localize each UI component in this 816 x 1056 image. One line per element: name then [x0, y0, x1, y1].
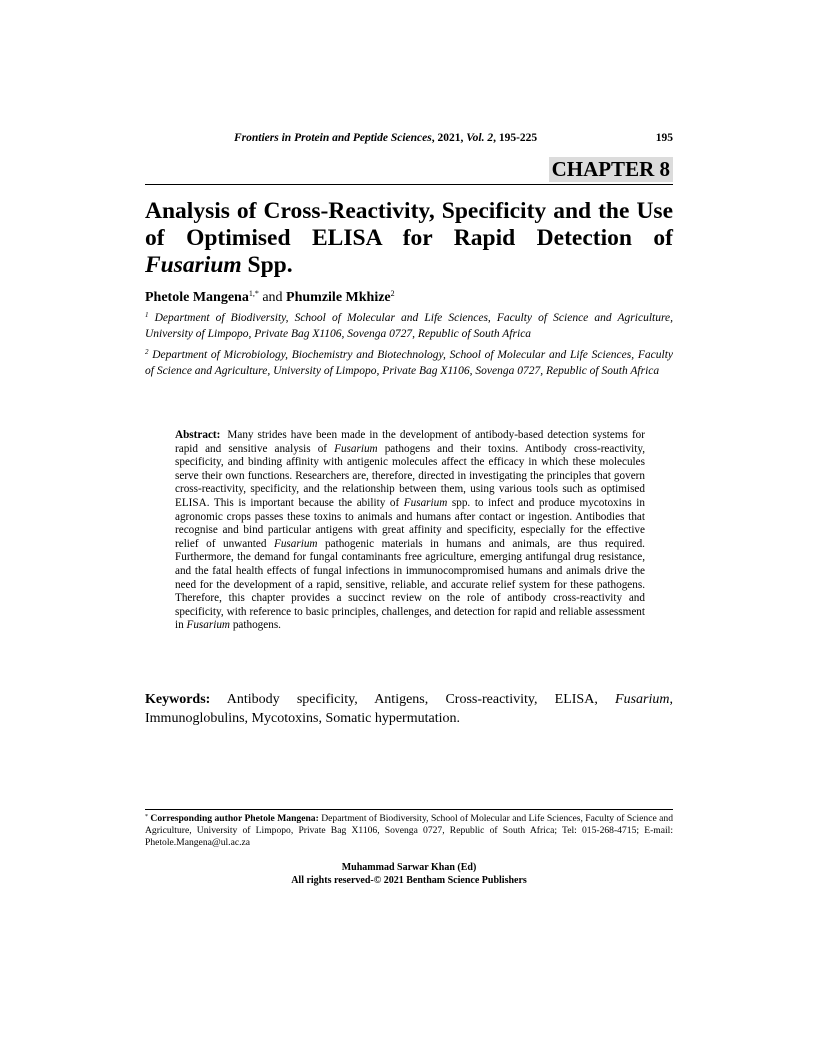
editor-line: Muhammad Sarwar Khan (Ed) — [341, 862, 477, 873]
author-affiliation-mark: 1,* — [248, 289, 259, 298]
page-number: 195 — [655, 132, 673, 144]
chapter-label: CHAPTER 8 — [549, 157, 673, 182]
keywords-label: Keywords: — [145, 692, 211, 707]
affiliation-1: $^1$ Department of Biodiversity, School of Molecular and Life Sciences, Faculty of Science and Agriculture, University of Limpopo, Private Bag X1106, Sovenga 0727, Republic of South Africa — [145, 311, 673, 340]
affiliation-2: $^2$ Department of Microbiology, Biochemistry and Biotechnology, School of Molecular and Life Sciences, Faculty of Science and Agriculture, University of Limpopo, Private Bag X1106, Sovenga 0727, Republic of South Africa — [145, 348, 673, 377]
corresponding-author-footnote: * Corresponding author Phetole Mangena: Department of Biodiversity, School of Molecular and Life Sciences, Faculty of Science and Agriculture, University of Limpopo, Private Bag X1106, Sovenga 0727, Republic of South Africa; Tel: 015-268-4715; E-mail: Phetole.Mangena@ul.ac.za — [145, 813, 673, 849]
journal-citation: Frontiers in Protein and Peptide Sciences, 2021, Vol. 2, 195-225 — [234, 132, 538, 144]
keywords: Keywords: Antibody specificity, Antigens, Cross-reactivity, ELISA, Fusarium, Immunoglobulins, Mycotoxins, Somatic hypermutation. — [145, 692, 673, 726]
abstract-label: Abstract: — [175, 429, 221, 441]
author-affiliation-mark: 2 — [390, 289, 395, 298]
chapter-title: Analysis of Cross-Reactivity, Specificity and the Use of Optimised ELISA for Rapid Detection of Fusarium Spp. — [145, 198, 673, 278]
copyright-line: All rights reserved-© 2021 Bentham Science Publishers — [291, 874, 527, 886]
abstract: Abstract: Many strides have been made in the development of antibody-based detection systems for rapid and sensitive analysis of Fusarium pathogens and their toxins. Antibody cross-reactivity, specificity, and binding affinity with antigenic molecules affect the efficacy in which these molecules serve their own functions. Researchers are, therefore, directed in investigating the principles that govern cross-reactivity, specificity, and the relationship between them, using various tools such as optimised ELISA. This is important because the ability of Fusarium spp. to infect and produce mycotoxins in agronomic crops passes these toxins to animals and humans after contact or ingestion. Antibodies that recognise and bind particular antigens with great affinity and specificity, especially for the effective relief of unwanted Fusarium pathogenic materials in humans and animals, are thus required. Furthermore, the demand for fungal contaminants free agriculture, emerging antifungal drug resistance, and the fatal health effects of fungal infections in immunocompromised humans and animals drive the need for the development of a rapid, sensitive, reliable, and accurate relief system for these pathogens. Therefore, this chapter provides a succinct review on the role of antibody cross-reactivity and specificity, with reference to basic principles, challenges, and detection for rapid and reliable assessment in Fusarium pathogens. — [175, 429, 646, 632]
publisher-info — [145, 862, 673, 887]
footnote-divider — [145, 809, 673, 810]
chapter-header — [145, 157, 673, 185]
author-list: Phetole Mangena$^{1,*}$ and Phumzile Mkhize$^2$ — [145, 289, 395, 305]
author-name: Phetole Mangena — [145, 290, 249, 305]
running-head — [145, 132, 673, 150]
author-name: Phumzile Mkhize — [286, 290, 391, 305]
